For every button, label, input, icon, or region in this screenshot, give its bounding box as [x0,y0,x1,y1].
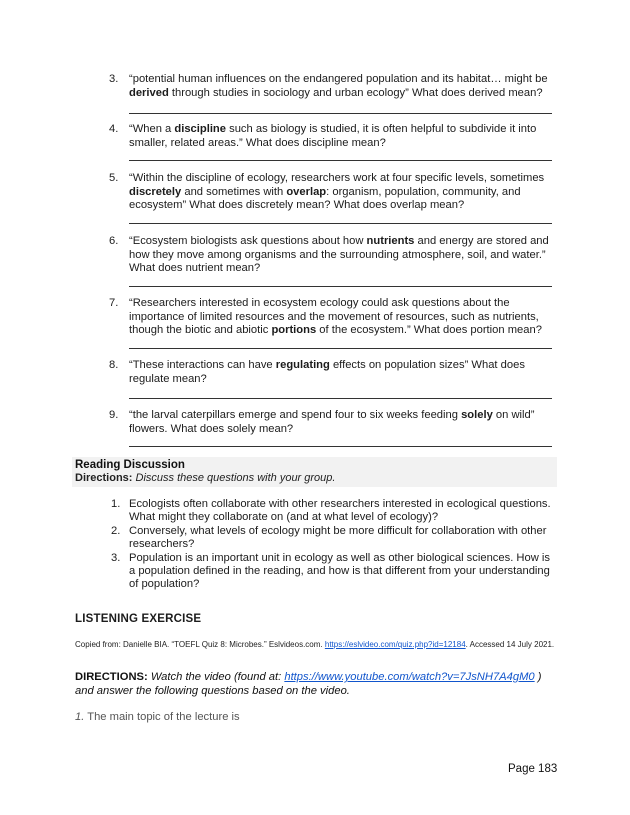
question-number: 8. [109,359,119,371]
vocab-word: overlap [286,185,327,198]
question-text-part: “Within the discipline of ecology, researchers work at four specific levels, sometimes [129,172,545,184]
listening-question-text: The main topic of the lecture is [84,711,240,723]
question-text-part: on wild” flowers. What does solely mean? [129,409,535,435]
vocab-word: solely [461,409,493,421]
question-number: 4. [109,123,119,135]
question-text [129,359,559,386]
vocab-word: regulating [275,359,330,371]
listening-exercise-title: LISTENING EXERCISE [75,613,202,625]
vocab-word: portions [271,324,317,337]
question-text-part: through studies in sociology and urban ecology” What does derived mean? [168,86,543,99]
question-number: 9. [109,409,119,421]
listening-directions-post: ) and answer the following questions based on the video. [75,671,542,697]
source-citation [75,639,555,650]
citation-accessed: . Accessed 14 July 2021. [465,640,555,649]
discussion-question-number: 2. [111,525,121,537]
question-text-part: “potential human influences on the endangered population and its habitat… might be [129,73,548,85]
answer-line[interactable] [129,160,552,161]
question-text [129,73,559,100]
listening-question-1 [75,711,240,723]
reading-discussion-title: Reading Discussion [75,459,185,471]
vocab-word: nutrients [366,235,415,247]
listening-directions-label: DIRECTIONS: [75,671,148,683]
question-number: 5. [109,172,119,184]
listening-directions-pre: Watch the video (found at: [147,671,285,683]
discussion-question-text: Conversely, what levels of ecology might be more difficult for collaboration with other researchers? [129,525,547,551]
answer-line[interactable] [129,286,552,287]
directions-text: Discuss these questions with your group. [135,472,336,484]
discussion-question-text: Population is an important unit in ecology as well as other biological sciences. How is a population defined in the reading, and how is that different from your understanding of population? [129,552,550,591]
question-number: 7. [109,297,119,309]
question-text-part: “Ecosystem biologists ask questions about how [129,235,367,247]
vocab-word: discretely [129,185,182,198]
answer-line[interactable] [129,223,552,224]
question-text-part: : organism, population, community, and ecosystem” What does discretely mean? What does overlap mean? [129,185,521,212]
question-text-part: “the larval caterpillars emerge and spend four to six weeks feeding [129,409,462,421]
listening-question-number: 1. [75,711,85,723]
answer-line[interactable] [129,446,552,447]
listening-directions [75,671,555,698]
video-link[interactable]: https://www.youtube.com/watch?v=7JsNH7A4gM0 [284,671,535,683]
directions-label: Directions: [75,472,133,484]
question-text [129,297,559,338]
page-number: Page 183 [508,763,558,775]
question-text-part: and sometimes with [181,185,287,198]
question-text [129,409,559,436]
citation-link[interactable]: https://eslvideo.com/quiz.php?id=12184 [324,640,466,649]
discussion-question-text: Ecologists often collaborate with other researchers interested in ecological questions. What might they collaborate on (and at what level of ecology)? [129,498,551,524]
citation-text: Copied from: Danielle BIA. “TOEFL Quiz 8: Microbes.” Eslvideos.com. [75,640,325,649]
question-text-part: “These interactions can have [129,359,276,371]
question-text-part: and energy are stored and how they move among organisms and the surrounding atmosphere, soil, and water.” What does nutrient mean? [129,235,549,275]
answer-line[interactable] [129,398,552,399]
discussion-question-number: 1. [111,498,121,510]
question-text-part: “Researchers interested in ecosystem ecology could ask questions about the importance of limited resources and the movement of resources, such as nutrients, though the biotic and abiotic [129,297,539,337]
question-text-part: of the ecosystem.” What does portion mean? [316,324,542,337]
discussion-question-number: 3. [111,552,121,564]
answer-line[interactable] [129,113,552,114]
question-text [129,235,559,276]
question-number: 3. [109,73,119,85]
question-text [129,123,559,150]
question-text-part: “When a [129,123,175,135]
question-text [129,172,559,213]
question-text-part: such as biology is studied, it is often helpful to subdivide it into smaller, related areas.” What does discipline mean? [129,123,537,149]
answer-line[interactable] [129,348,552,349]
vocab-word: discipline [174,123,226,135]
question-number: 6. [109,235,119,247]
question-text-part: effects on population sizes” What does regulate mean? [129,359,525,385]
reading-discussion-directions [75,472,335,484]
vocab-word: derived [129,86,169,99]
